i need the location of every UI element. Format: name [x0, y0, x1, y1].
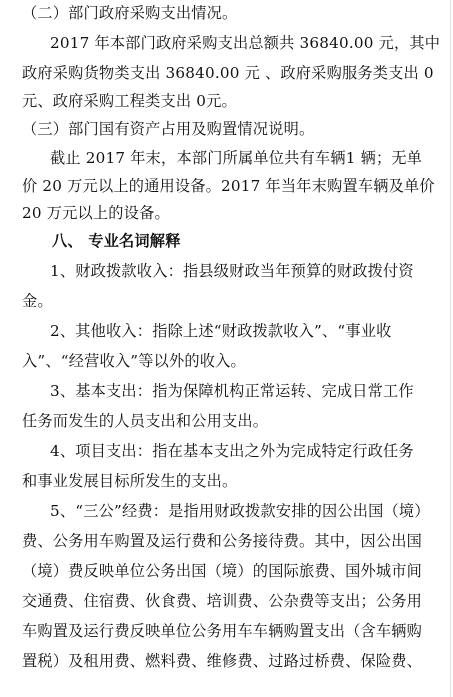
term-line: 交通费、住宿费、伙食费、培训费、公杂费等支出；公务用: [22, 592, 423, 610]
section-heading-assets: （三）部门国有资产占用及购置情况说明。: [22, 120, 315, 138]
body-line: 截止 2017 年末，本部门所属单位共有车辆1 辆；无单: [50, 149, 423, 167]
term-line: 金。: [22, 292, 53, 310]
term-line: 2、其他收入：指除上述“财政拨款收入”、“事业收: [50, 322, 392, 340]
term-line: 费、公务用车购置及运行费和公务接待费。其中，因公出国: [22, 532, 423, 550]
page-edge-divider: [450, 0, 451, 697]
body-line: 政府采购货物类支出 36840.00 元 、政府采购服务类支出 0: [22, 64, 434, 82]
section-heading-procurement: （二）部门政府采购支出情况。: [22, 4, 238, 22]
term-line: 车购置及运行费反映单位公务用车车辆购置支出（含车辆购: [22, 622, 423, 640]
term-line: 1、财政拨款收入：指县级财政当年预算的财政拨付资: [50, 262, 414, 280]
section-heading-terms: 八、 专业名词解释: [52, 232, 181, 250]
term-line: 入”、“经营收入”等以外的收入。: [22, 352, 246, 370]
body-line: 2017 年本部门政府采购支出总额共 36840.00 元，其中: [50, 34, 441, 52]
term-line: （境）费反映单位公务出国（境）的国际旅费、国外城市间: [22, 562, 423, 580]
term-line: 和事业发展目标所发生的支出。: [22, 472, 238, 490]
body-line: 20 万元以上的设备。: [22, 204, 170, 222]
body-line: 元、政府采购工程类支出 0元。: [22, 92, 237, 110]
body-line: 价 20 万元以上的通用设备。2017 年当年末购置车辆及单价: [22, 177, 435, 195]
term-line: 3、基本支出：指为保障机构正常运转、完成日常工作: [50, 382, 414, 400]
term-line: 任务而发生的人员支出和公用支出。: [22, 412, 269, 430]
term-line: 4、项目支出：指在基本支出之外为完成特定行政任务: [50, 442, 414, 460]
term-line: 置税）及租用费、燃料费、维修费、过路过桥费、保险费、: [22, 652, 423, 670]
term-line: 5、“三公”经费：是指用财政拨款安排的因公出国（境）: [50, 502, 430, 520]
